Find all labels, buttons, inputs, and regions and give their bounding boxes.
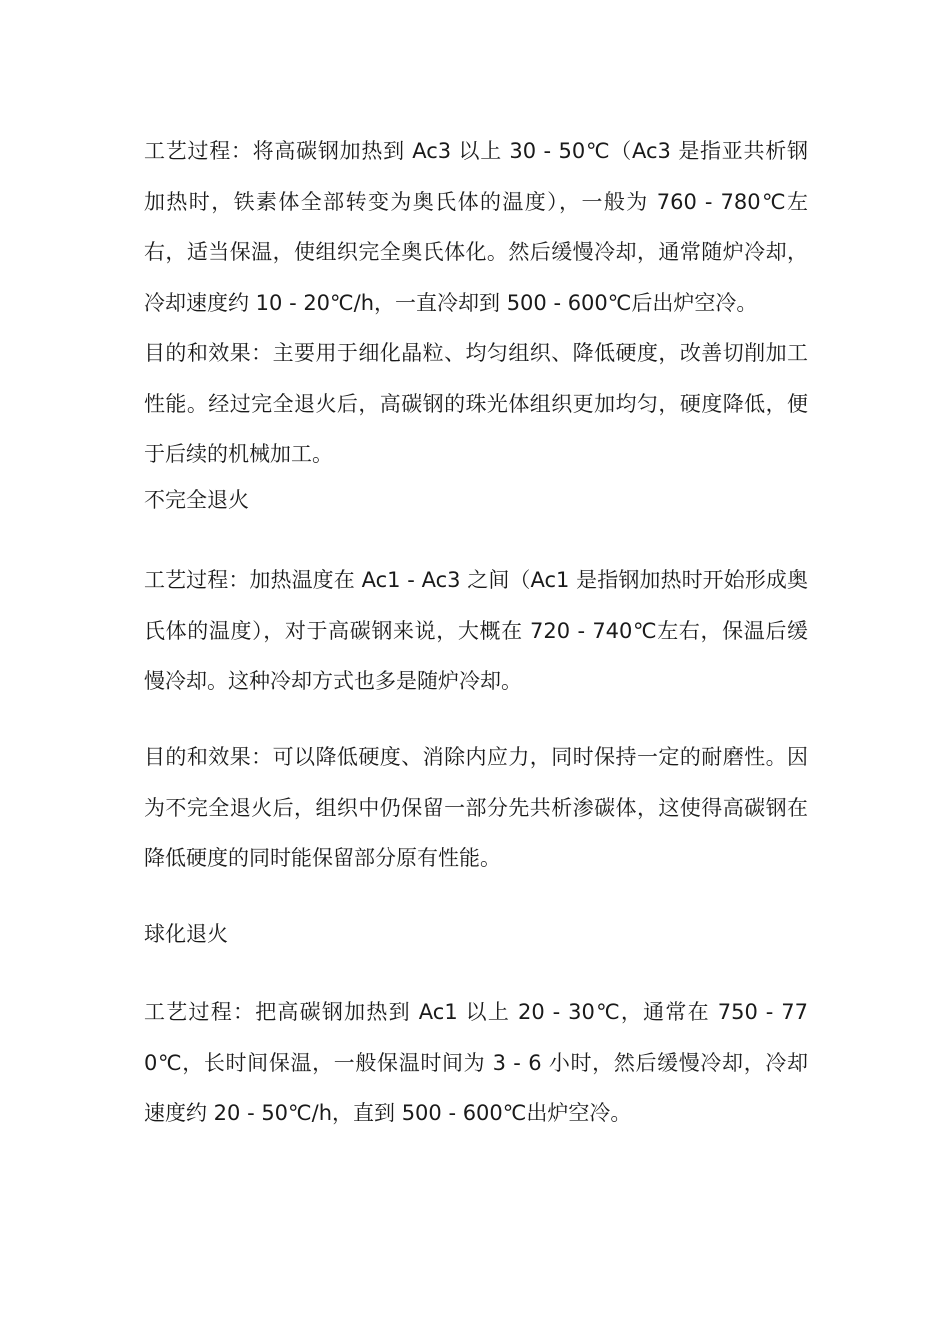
full-annealing-process-paragraph: 工艺过程：将高碳钢加热到 Ac3 以上 30 - 50℃（Ac3 是指亚共析钢加热时，铁素体全部转变为奥氏体的温度），一般为 760 - 780℃左右，适当保温，使组织完全奥氏体化。然后缓慢冷却，通常随炉冷却，冷却速度约 10 - 20℃/h，一直冷却到 500 - 600℃后出炉空冷。: [144, 139, 808, 315]
incomplete-annealing-purpose-paragraph: 目的和效果：可以降低硬度、消除内应力，同时保持一定的耐磨性。因为不完全退火后，组织中仍保留一部分先共析渗碳体，这使得高碳钢在降低硬度的同时能保留部分原有性能。: [144, 745, 808, 870]
spheroidizing-annealing-heading: 球化退火: [144, 922, 228, 946]
incomplete-annealing-heading: 不完全退火: [144, 488, 249, 512]
incomplete-annealing-process-paragraph: 工艺过程：加热温度在 Ac1 - Ac3 之间（Ac1 是指钢加热时开始形成奥氏体的温度），对于高碳钢来说，大概在 720 - 740℃左右，保温后缓慢冷却。这种冷却方式也多是随炉冷却。: [144, 568, 808, 693]
spheroidizing-annealing-process-paragraph: 工艺过程：把高碳钢加热到 Ac1 以上 20 - 30℃，通常在 750 - 770℃，长时间保温，一般保温时间为 3 - 6 小时，然后缓慢冷却，冷却速度约 20 - 50℃/h，直到 500 - 600℃出炉空冷。: [144, 1000, 808, 1125]
full-annealing-purpose-paragraph: 目的和效果：主要用于细化晶粒、均匀组织、降低硬度，改善切削加工性能。经过完全退火后，高碳钢的珠光体组织更加均匀，硬度降低，便于后续的机械加工。: [144, 341, 808, 466]
